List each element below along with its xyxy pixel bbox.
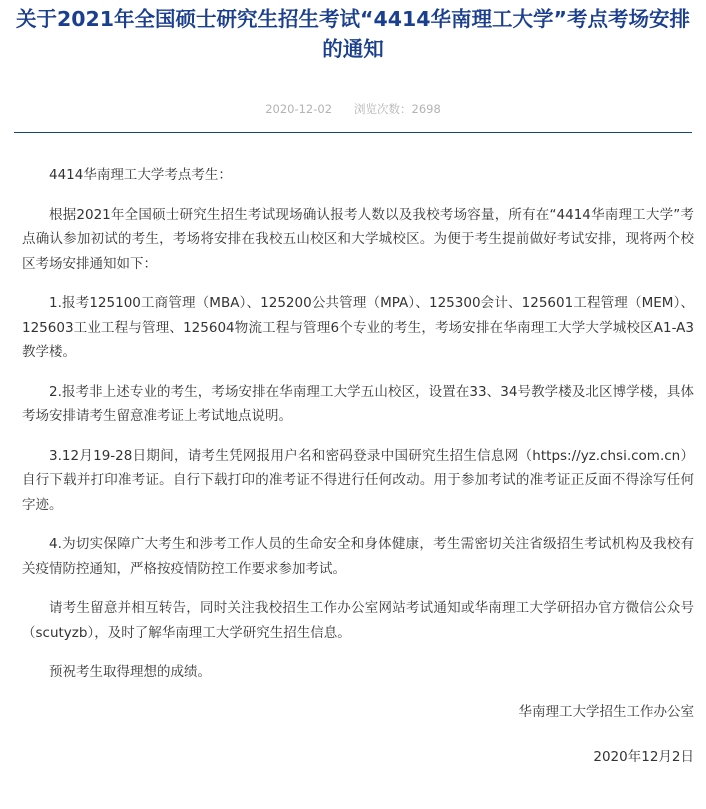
notice-paragraph: 请考生留意并相互转告，同时关注我校招生工作办公室网站考试通知或华南理工大学研招办官方微信公众号（scutyzb），及时了解华南理工大学研究生招生信息。: [22, 600, 694, 641]
greeting: 4414华南理工大学考点考生：: [49, 167, 232, 183]
page-title: 关于2021年全国硕士研究生招生考试“4414华南理工大学”考点考场安排的通知: [15, 7, 691, 61]
item-4: 4.为切实保障广大考生和涉考工作人员的生命安全和身体健康，考生需密切关注省级招生考试机构及我校有关疫情防控通知，严格按疫情防控工作要求参加考试。: [22, 536, 694, 577]
item-3: 3.12月19-28日期间，请考生凭网报用户名和密码登录中国研究生招生信息网（https://yz.chsi.com.cn）自行下载并打印准考证。自行下载打印的准考证不得进行任何改动。用于参加考试的准考证正反面不得涂写任何字迹。: [22, 447, 694, 513]
publish-date: 2020-12-02: [265, 102, 333, 116]
view-count: 浏览次数：2698: [354, 102, 441, 116]
item-2: 2.报考非上述专业的考生，考场安排在华南理工大学五山校区，设置在33、34号教学楼及北区博学楼，具体考场安排请考生留意准考证上考试地点说明。: [22, 383, 694, 424]
article-meta: [0, 101, 706, 117]
article-body: [22, 163, 694, 770]
title-divider: [14, 132, 692, 133]
wish-paragraph: 预祝考生取得理想的成绩。: [49, 664, 211, 680]
signature: 华南理工大学招生工作办公室: [518, 703, 694, 720]
intro-paragraph: 根据2021年全国硕士研究生招生考试现场确认报考人数以及我校考场容量，所有在“4414华南理工大学”考点确认参加初试的考生，考场将安排在我校五山校区和大学城校区。为便于考生提前做好考试安排，现将两个校区考场安排通知如下：: [22, 206, 694, 272]
item-1: 1.报考125100工商管理（MBA）、125200公共管理（MPA）、125300会计、125601工程管理（MEM）、125603工业工程与管理、125604物流工程与管理6个专业的考生，考场安排在华南理工大学大学城校区A1-A3教学楼。: [22, 295, 694, 360]
signature-date: 2020年12月2日: [593, 749, 694, 765]
